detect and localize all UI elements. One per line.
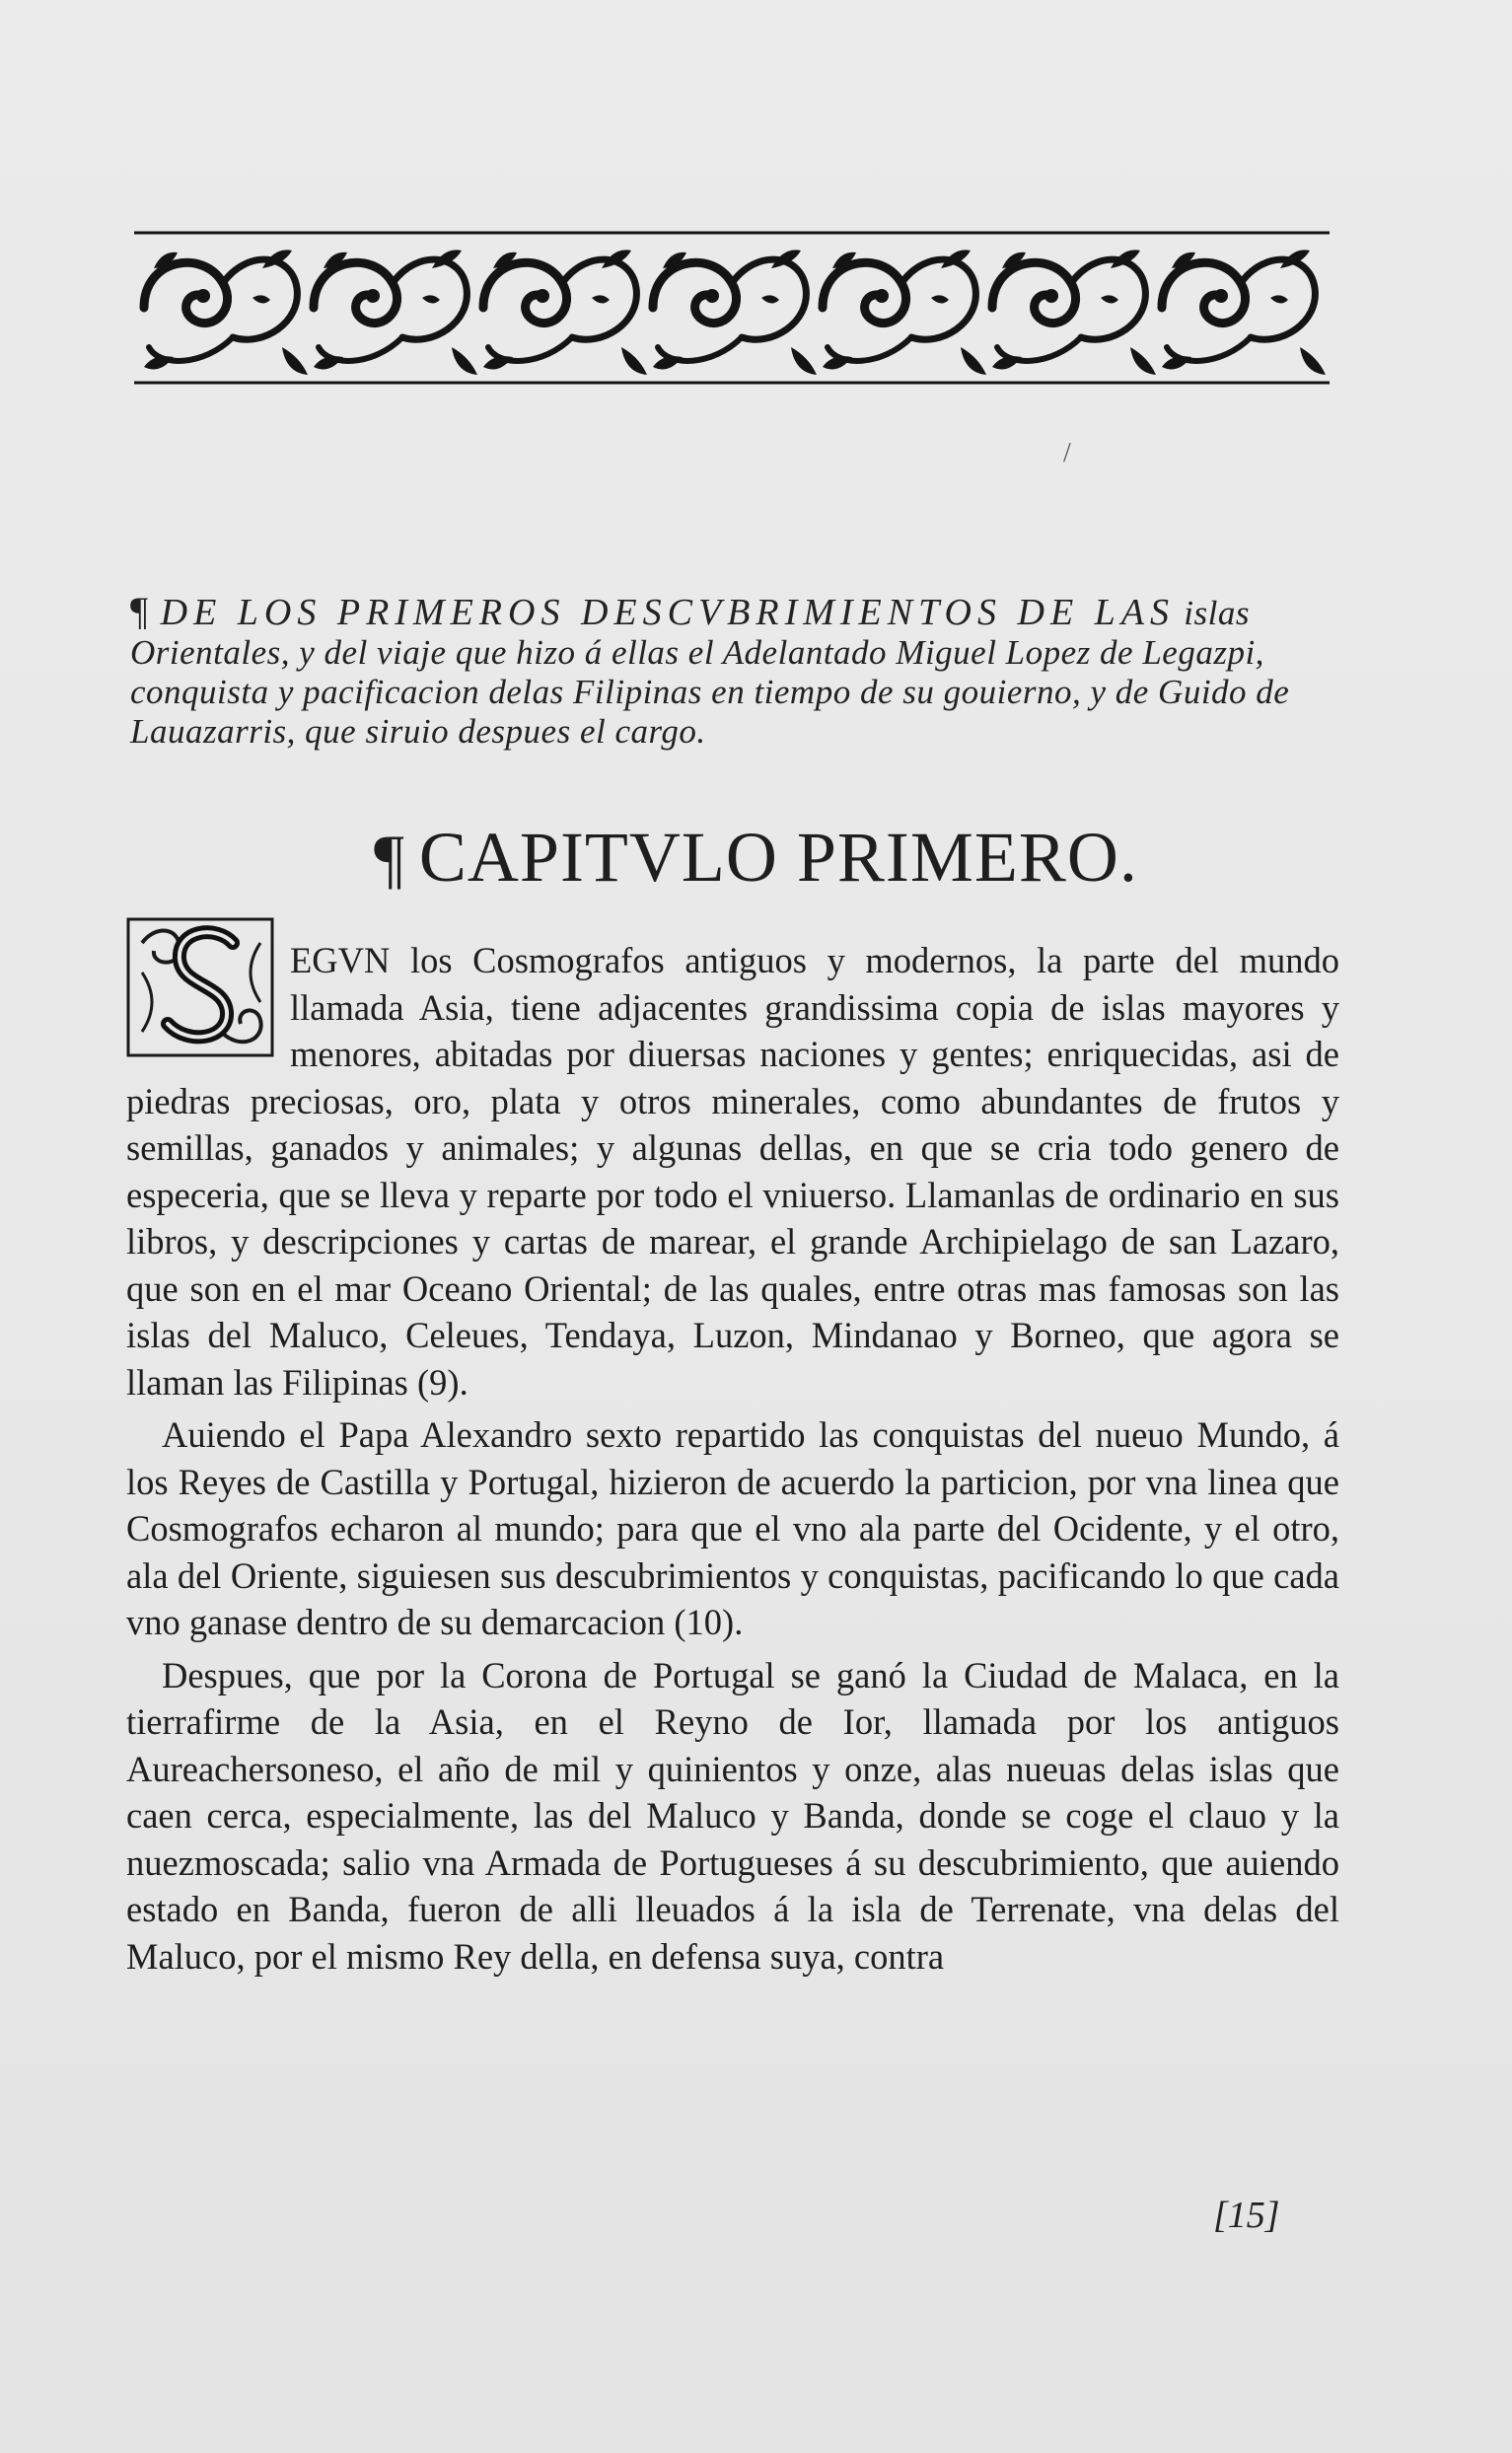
paragraph-2: Auiendo el Papa Alexandro sexto repartido las conquistas del nueuo Mundo, á los Reyes de Castilla y Portugal, hizieron de acuerdo la particion, por vna linea que Cosmografos echaron al mundo; para que el vno ala parte del Ocidente, y el otro, ala del Oriente, siguiesen sus descubrimientos y conquistas, pacificando lo que cada vno ganase dentro de su demarcacion (10).	[126, 1414, 1339, 1642]
section-heading	[130, 589, 1345, 752]
paragraph-3: Despues, que por la Corona de Portugal se ganó la Ciudad de Malaca, en la tierrafirme de la Asia, en el Reyno de Ior, llamada por los antiguos Aureachersoneso, el año de mil y quinientos y onze, alas nueuas delas islas que caen cerca, especialmente, las del Maluco y Banda, donde se coge el clauo y la nuezmoscada; salio vna Armada de Portugueses á su descubrimiento, que auiendo estado en Banda, fueron de alli lleuados á la isla de Terrenate, vna delas del Maluco, por el mismo Rey della, en defensa suya, contra	[126, 1654, 1339, 1977]
page-number: [15]	[1213, 2195, 1280, 2236]
chapter-title	[0, 815, 1512, 901]
pilcrow-icon: ¶	[130, 589, 149, 633]
pilcrow-icon: ¶	[374, 821, 405, 896]
paragraph-1: EGVN los Cosmografos antiguos y modernos, la parte del mundo llamada Asia, tiene adjacentes grandissima copia de islas mayores y menores, abitadas por diuersas naciones y gentes; enriquecidas, asi de piedras preciosas, oro, plata y otros minerales, como abundantes de frutos y semillas, ganados y animales; y algunas dellas, en que se cria todo genero de especeria, que se lleva y reparte por todo el vniuerso. Llamanlas de ordinario en sus libros, y descripciones y cartas de marear, el grande Archipielago de san Lazaro, que son en el mar Oceano Oriental; de las quales, entre otras mas famosas son las islas del Maluco, Celeues, Tendaya, Luzon, Mindanao y Borneo, que agora se llaman las Filipinas (9).	[126, 940, 1339, 1403]
body-text	[122, 881, 1339, 1980]
chapter-title-text: CAPITVLO PRIMERO.	[418, 818, 1138, 897]
ornament-band	[134, 229, 1330, 387]
dropcap-s-icon	[122, 881, 278, 1061]
heading-lead: DE LOS PRIMEROS DESCVBRIMIENTOS DE LAS	[160, 592, 1175, 633]
dropcap-letter: S	[122, 881, 143, 921]
stray-ink-mark: /	[1063, 438, 1071, 469]
heading-rest: islas Orientales, y del viaje que hizo á ellas el Adelantado Miguel Lopez de Legazpi, conquista y pacificacion delas Filipinas en tiempo de su gouierno, y de Guido de Lauazarris, que siruio despues el cargo.	[130, 594, 1290, 751]
